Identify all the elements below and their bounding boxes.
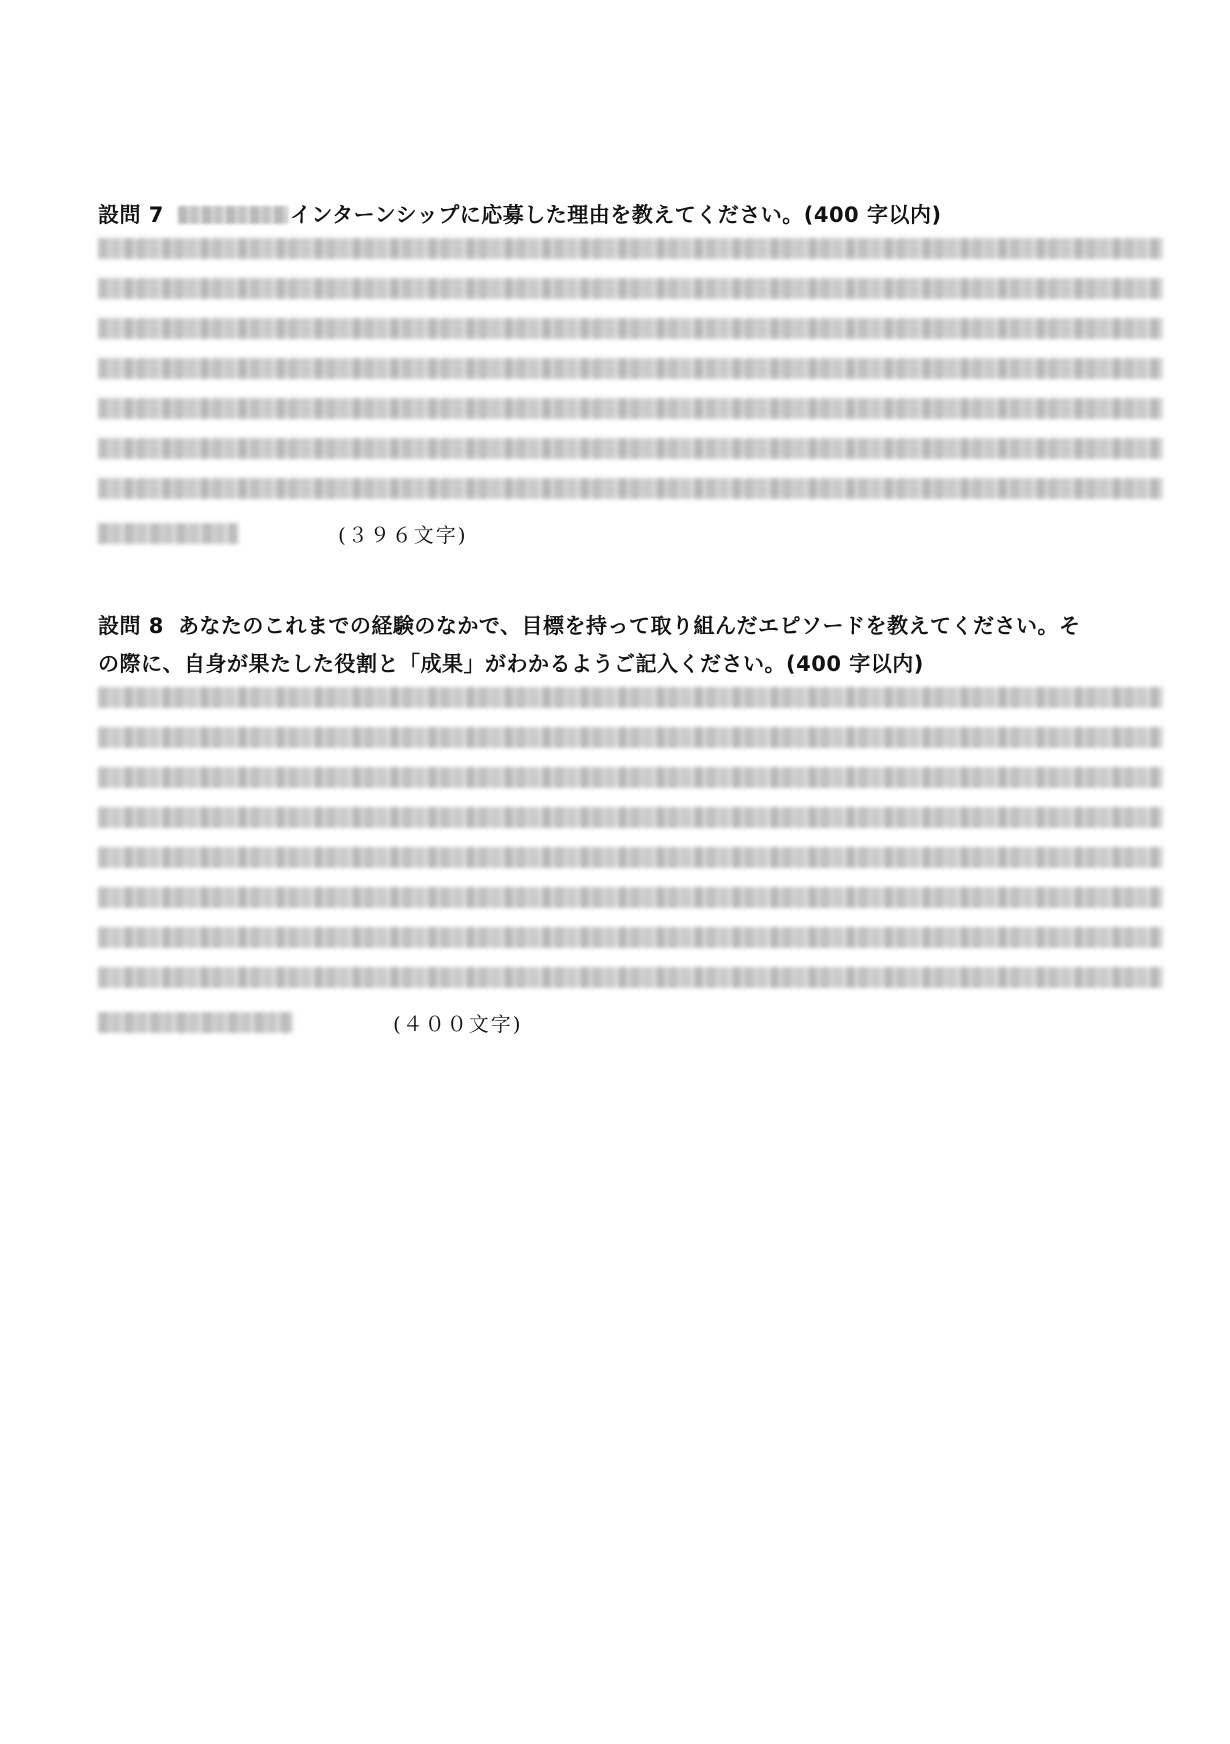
question-7-char-count: (３９６文字) [338,522,468,547]
redacted-text-line [98,687,1163,708]
question-8-prompt-line2: の際に、自身が果たした役割と「成果」がわかるようご記入ください。(400 字以内) [98,652,924,676]
redacted-text-line [98,318,1163,339]
question-7-title [98,196,1163,234]
redacted-text-line [98,767,1163,788]
redacted-company-name [178,206,288,224]
question-8-prompt-line1: あなたのこれまでの経験のなかで、目標を持って取り組んだエピソードを教えてください。そ [177,614,1081,638]
redacted-text-line [98,438,1163,459]
redacted-text-line [98,887,1163,908]
question-7-last-line [98,518,1163,548]
redacted-text-line [98,927,1163,948]
redacted-text-line [98,727,1163,748]
redacted-text-line [98,358,1163,379]
redacted-text-line [98,398,1163,419]
question-7-number: 設問 7 [98,203,164,227]
redacted-text-line [98,238,1163,259]
question-8-number: 設問 8 [98,614,164,638]
redacted-text-line [98,847,1163,868]
question-8-char-count: (４００文字) [393,1011,523,1036]
question-8-answer-redacted [98,687,1163,1037]
redacted-text-line [98,807,1163,828]
redacted-text-line [98,967,1163,988]
question-8-last-line [98,1007,1163,1037]
question-8 [98,607,1163,1037]
redacted-text-line [98,523,238,544]
question-7 [98,196,1163,548]
question-8-title [98,607,1163,683]
question-7-prompt: インターンシップに応募した理由を教えてください。(400 字以内) [289,203,942,227]
redacted-text-line [98,478,1163,499]
question-7-answer-redacted [98,238,1163,548]
redacted-text-line [98,278,1163,299]
redacted-text-line [98,1012,293,1033]
